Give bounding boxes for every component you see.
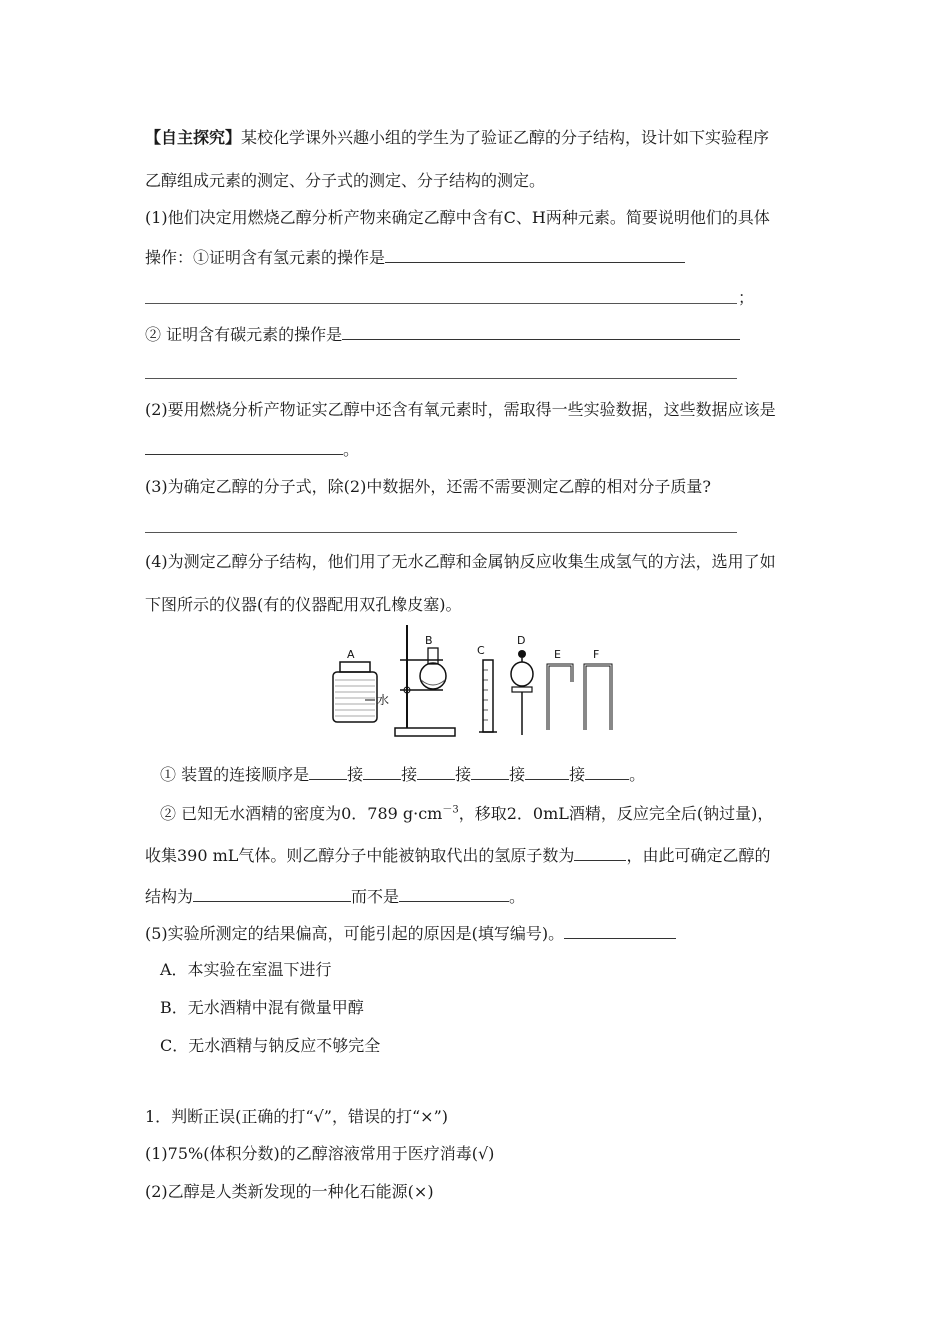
answer-blank-h-count[interactable] (574, 846, 626, 861)
question-4-order-line: ① 装置的连接顺序是 接 接 接 接 接 。 (160, 765, 646, 784)
answer-blank-cause[interactable] (564, 924, 676, 939)
question-4-line-2: 下图所示的仪器(有的仪器配用双孔橡皮塞)。 (145, 595, 462, 614)
question-2-line-1: (2)要用燃烧分析产物证实乙醇中还含有氧元素时，需取得一些实验数据，这些数据应该是 (145, 400, 776, 419)
label-f: F (593, 648, 600, 661)
order-blank-1[interactable] (309, 765, 347, 780)
order-blank-2[interactable] (363, 765, 401, 780)
answer-blank-carbon-cont[interactable] (145, 377, 737, 379)
label-water: 水 (377, 693, 390, 707)
question-4-structure-line: 结构为 而不是 。 (145, 887, 526, 906)
question-1-line-1: (1)他们决定用燃烧乙醇分析产物来确定乙醇中含有C、H两种元素。简要说明他们的具体 (145, 208, 770, 227)
semicolon: ； (738, 288, 755, 307)
intro-line-1: 【自主探究】某校化学课外兴趣小组的学生为了验证乙醇的分子结构，设计如下实验程序 (145, 128, 770, 147)
answer-blank-hydrogen[interactable] (385, 248, 685, 263)
apparatus-diagram (325, 620, 625, 745)
intro-line-2: 乙醇组成元素的测定、分子式的测定、分子结构的测定。 (145, 171, 546, 190)
label-e: E (554, 648, 561, 661)
question-1-line-2: 操作：①证明含有氢元素的操作是 (145, 248, 685, 268)
apparatus-d-funnel (511, 650, 533, 735)
question-5-line-1: (5)实验所测定的结果偏高，可能引起的原因是(填写编号)。 (145, 924, 676, 944)
judge-item-1: (1)75%(体积分数)的乙醇溶液常用于医疗消毒(√) (145, 1144, 495, 1163)
apparatus-e-tube (548, 665, 572, 730)
label-a: A (347, 648, 355, 661)
question-4-density-line: ② 已知无水酒精的密度为0．789 $g\cdot cm^{-3}$，移取2．0mL酒精，反应完全后(钠过量)， (160, 804, 774, 823)
order-blank-6[interactable] (585, 765, 629, 780)
apparatus-c-cylinder (479, 660, 497, 732)
option-c: C．无水酒精与钠反应不够完全 (160, 1036, 381, 1055)
apparatus-a-bottle (333, 662, 377, 722)
question-2-line-2: 。 (145, 440, 359, 460)
answer-blank-carbon[interactable] (342, 325, 740, 340)
order-blank-4[interactable] (471, 765, 509, 780)
judge-item-2: (2)乙醇是人类新发现的一种化石能源(×) (145, 1182, 434, 1201)
judge-title: 1．判断正误(正确的打“√”，错误的打“×”) (145, 1107, 448, 1126)
question-4-line-1: (4)为测定乙醇分子结构，他们用了无水乙醇和金属钠反应收集生成氢气的方法，选用了如 (145, 552, 776, 571)
section-heading: 【自主探究】 (145, 128, 242, 147)
answer-blank-molar-mass[interactable] (145, 531, 737, 533)
label-d: D (517, 634, 526, 647)
answer-blank-hydrogen-cont[interactable] (145, 302, 737, 304)
answer-blank-oxygen-data[interactable] (145, 440, 343, 455)
question-4-gas-line: 收集390 mL气体。则乙醇分子中能被钠取代出的氢原子数为 ，由此可确定乙醇的 (145, 846, 771, 865)
answer-blank-structure[interactable] (193, 887, 351, 902)
apparatus-figure (325, 620, 625, 745)
label-c: C (477, 644, 485, 657)
answer-blank-not-structure[interactable] (399, 887, 509, 902)
order-blank-3[interactable] (417, 765, 455, 780)
label-b: B (425, 634, 433, 647)
option-b: B．无水酒精中混有微量甲醇 (160, 998, 364, 1017)
order-blank-5[interactable] (525, 765, 569, 780)
apparatus-f-tube (585, 665, 611, 730)
question-3-line-1: (3)为确定乙醇的分子式，除(2)中数据外，还需不需要测定乙醇的相对分子质量? (145, 477, 711, 496)
question-1-line-4: ② 证明含有碳元素的操作是 (145, 325, 740, 345)
option-a: A．本实验在室温下进行 (160, 960, 332, 979)
